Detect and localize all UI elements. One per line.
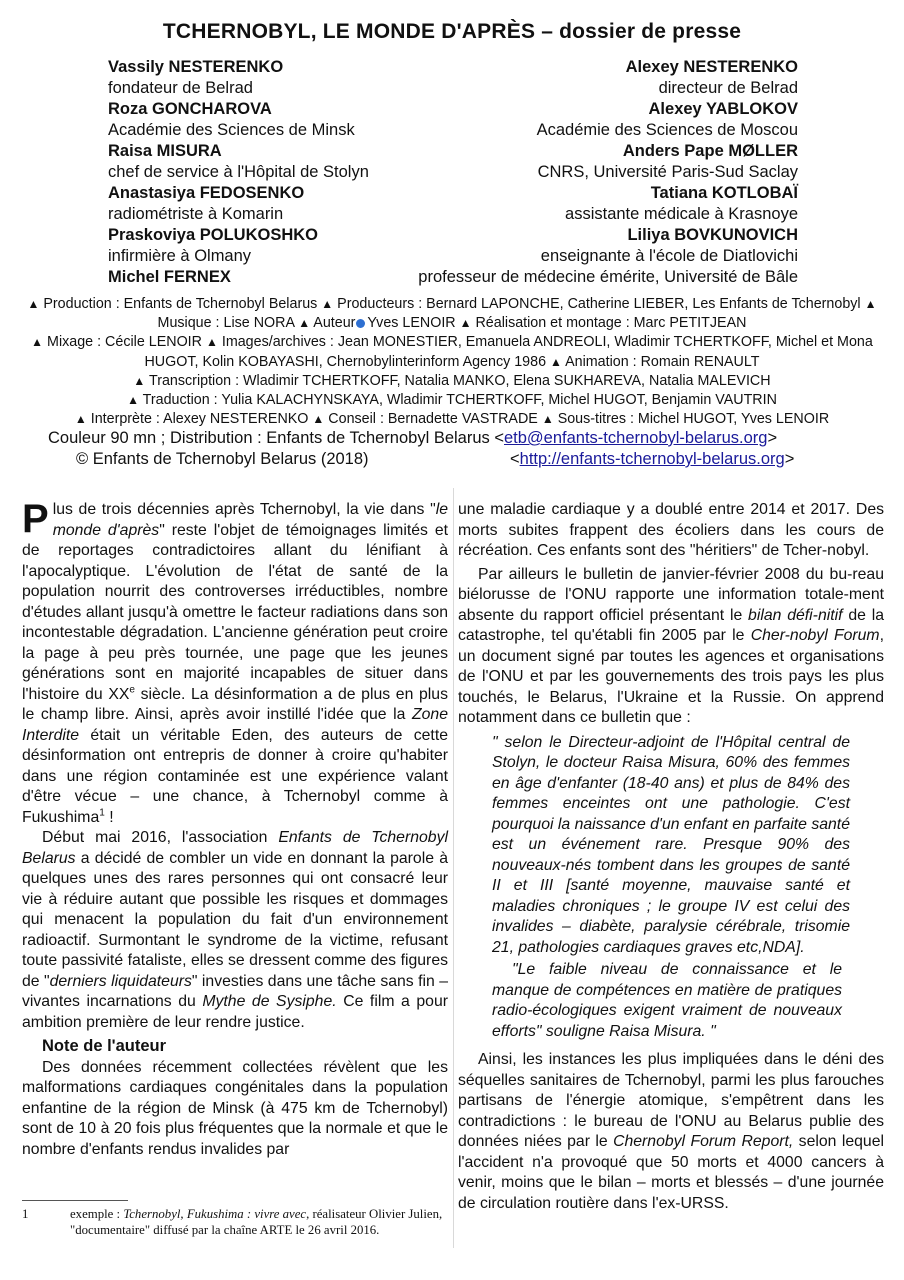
person-role: enseignante à l'école de Diatlovichi: [540, 247, 798, 265]
person-name: Raisa MISURA: [108, 142, 222, 160]
credit-transcription: Transcription : Wladimir TCHERTKOFF, Natalia MANKO, Elena SUKHAREVA, Natalia MALEVICH: [149, 372, 771, 389]
person-name: Roza GONCHAROVA: [108, 100, 272, 118]
triangle-icon: ▲: [541, 412, 554, 427]
blockquote: [492, 733, 850, 1043]
person-role: CNRS, Université Paris-Sud Saclay: [537, 163, 798, 181]
distribution-line: Couleur 90 mn ; Distribution : Enfants de Tchernobyl Belarus <etb@enfants-tchernobyl-belarus.org>: [48, 429, 778, 447]
credits-block: [20, 295, 884, 429]
footnote-number: 1: [22, 1207, 29, 1221]
triangle-icon: ▲: [205, 335, 218, 350]
paragraph-data: Des données récemment collectées révèlent que les malformations cardiaques congénitales dans la population enfantine de la région de Minsk (à 475 km de Tchernobyl) sont de 10 à 20 fois plus fréquentes que la normale et que le nombre d'enfants rendus invalides par: [22, 1058, 448, 1158]
email-link[interactable]: etb@enfants-tchernobyl-belarus.org: [504, 429, 768, 447]
credit-mixage: Mixage : Cécile LENOIR: [47, 334, 202, 351]
triangle-icon: ▲: [133, 373, 146, 388]
credit-interprete: Interprète : Alexey NESTERENKO: [90, 411, 309, 428]
person-role: infirmière à Olmany: [108, 247, 252, 265]
blue-dot-icon: [356, 319, 365, 328]
triangle-icon: ▲: [298, 316, 311, 331]
credit-images: Images/archives : Jean MONESTIER, Emanuela ANDREOLI, Wladimir TCHERTKOFF, Michel et Mona HUGOT, Kolin KOBAYASHI, Chernobylinterinform Agency 1986: [144, 334, 873, 370]
website-line: <http://enfants-tchernobyl-belarus.org>: [510, 450, 795, 468]
person-role: directeur de Belrad: [658, 79, 798, 97]
paragraph-conclusion: Ainsi, les instances les plus impliquées dans le déni des séquelles sanitaires de Tchernobyl, parmi les plus farouches partisans de l'énergie atomique, s'empêtrent dans les contradictions : le bureau de l'ONU au Belarus publie des données niées par le Chernobyl Forum Report, selon lequel l'accident n'a provoqué que 50 morts et 4000 cancers à venir, moins que le bilan – morts et blessés – d'une journée de circulation routière dans l'ex-URSS.: [458, 1051, 884, 1212]
person-role: professeur de médecine émérite, Université de Bâle: [418, 268, 798, 286]
person-role: Académie des Sciences de Minsk: [108, 121, 355, 139]
credit-auteur-label: Auteur: [313, 315, 356, 332]
person-role: fondateur de Belrad: [108, 79, 253, 97]
triangle-icon: ▲: [459, 316, 472, 331]
credit-production: Production : Enfants de Tchernobyl Belarus: [43, 296, 318, 312]
triangle-icon: ▲: [74, 412, 87, 427]
footnote: 1 exemple : Tchernobyl, Fukushima : vivre avec, réalisateur Olivier Julien, "documentaire" diffusé par la chaîne ARTE le 26 avril 2016.: [22, 1207, 443, 1237]
article-column-right: [458, 500, 884, 1214]
quote-paragraph: " selon le Directeur-adjoint de l'Hôpital central de Stolyn, le docteur Raisa Misura, 60% des femmes en âge d'enfanter (18-40 ans) et plus de 84% des femmes enceintes ont une pathologie. C'est pourquoi la naissance d'un enfant en parfaite santé est un événement rare. Presque 90% des nouveaux-nés tombent dans les groupes de santé II et III [santé moyenne, mauvaise santé et maladies chroniques ; le groupe IV est celui des invalides – diabète, paralysie cérébrale, trisomie 21, pathologies cardiaques graves etc,NDA].: [492, 733, 850, 956]
credit-soustitres: Sous-titres : Michel HUGOT, Yves LENOIR: [557, 411, 830, 428]
person-name: Anastasiya FEDOSENKO: [108, 184, 305, 202]
section-heading: Note de l'auteur: [42, 1037, 167, 1055]
copyright: © Enfants de Tchernobyl Belarus (2018): [76, 450, 369, 468]
footnote-rule: [22, 1200, 128, 1201]
paragraph-intro: Plus de trois décennies après Tchernobyl, la vie dans "le monde d'après" reste l'objet de témoignages limités et de reportages contradictoires allant du lénifiant à l'apocalyptique. L'évolution de l'état de santé de la population nourrit des controverses irréductibles, nombre d'études allant jusqu'à omettre le facteur radiations dans son incontestable dégradation. L'ancienne génération peut croire la page à peu près tournée, une page que les jeunes générations sont en majorité incapables de situer dans l'histoire du XXe siècle. La désinformation a de plus en plus le champ libre. Ainsi, après avoir instillé l'idée que la Zone Interdite était un véritable Eden, des auteurs de cette désinformation ont entrepris de donner à croire qu'habiter dans une région contaminée est une expérience valant d'être vécue – une chance, à Tchernobyl comme à Fukushima$^1$ !: [22, 497, 448, 826]
footnote-ref: 1: [99, 807, 105, 819]
paragraph-association: Début mai 2016, l'association Enfants de Tchernobyl Belarus a décidé de combler un vide en donnant la parole à quelques unes des rares personnes qui ont consacré leur vie à réduire autant que possible les risques et dommages qui menacent la population du fait d'un environnement radioactif. Surmontant le syndrome de la victime, refusant toute passivité fataliste, elles se dressent comme des figures de "derniers liquidateurs" investies dans une tâche sans fin – vivantes incarnations du Mythe de Sysiphe. Ce film a pour ambition première de leur rendre justice.: [22, 829, 448, 1031]
credit-animation: Animation : Romain RENAULT: [565, 353, 760, 370]
credit-producteurs: Producteurs : Bernard LAPONCHE, Catherine LIEBER, Les Enfants de Tchernobyl: [337, 296, 861, 312]
article-column-left: [22, 497, 448, 1160]
triangle-icon: ▲: [31, 335, 44, 350]
paragraph-onu: Par ailleurs le bulletin de janvier-février 2008 du bu-reau biélorusse de l'ONU rapporte une information totale-ment absente du rapport officiel présentant le bilan défi-nitif de la catastrophe, tel qu'établi fin 2005 par le Cher-nobyl Forum, un document signé par toutes les agences et organisations de l'ONU et par les gouvernements des trois pays les plus touchés, le Belarus, l'Ukraine et la Russie. On apprend notamment dans ce bulletin que :: [458, 565, 884, 726]
person-name: Tatiana KOTLOBAÏ: [650, 184, 798, 202]
drop-cap: P: [22, 497, 49, 541]
triangle-icon: ▲: [127, 393, 139, 408]
person-name: Alexey YABLOKOV: [648, 100, 798, 118]
person-role: chef de service à l'Hôpital de Stolyn: [108, 163, 369, 181]
credit-auteur: Yves LENOIR: [367, 315, 456, 332]
person-name: Anders Pape MØLLER: [622, 142, 798, 160]
triangle-icon: ▲: [321, 297, 334, 311]
person-name: Liliya BOVKUNOVICH: [627, 226, 798, 244]
triangle-icon: ▲: [550, 354, 562, 369]
person-name: Michel FERNEX: [108, 268, 231, 286]
triangle-icon: ▲: [864, 297, 877, 311]
website-link[interactable]: http://enfants-tchernobyl-belarus.org: [519, 450, 785, 468]
person-role: assistante médicale à Krasnoye: [565, 205, 798, 223]
page-title: TCHERNOBYL, LE MONDE D'APRÈS – dossier de presse: [162, 20, 742, 43]
person-name: Vassily NESTERENKO: [108, 58, 284, 76]
person-role: Académie des Sciences de Moscou: [536, 121, 798, 139]
distribution-text: Couleur 90 mn ; Distribution : Enfants de Tchernobyl Belarus: [48, 429, 495, 447]
credit-realisation: Réalisation et montage : Marc PETITJEAN: [475, 315, 747, 332]
credit-conseil: Conseil : Bernadette VASTRADE: [328, 411, 538, 428]
person-role: radiométriste à Komarin: [108, 205, 284, 223]
person-name: Alexey NESTERENKO: [625, 58, 798, 76]
triangle-icon: ▲: [312, 412, 325, 427]
person-name: Praskoviya POLUKOSHKO: [108, 226, 318, 244]
credit-traduction: Traduction : Yulia KALACHYNSKAYA, Wladimir TCHERTKOFF, Michel HUGOT, Benjamin VAUTRIN: [142, 392, 777, 409]
triangle-icon: ▲: [27, 297, 40, 311]
quote-paragraph: "Le faible niveau de connaissance et le manque de compétences en matière de pratiques radio-écologiques exigent vraiment de nouveaux efforts" souligne Raisa Misura. ": [492, 961, 842, 1040]
paragraph-data-continued: une maladie cardiaque y a doublé entre 2014 et 2017. Des morts subites frappent des écoliers dans les cours de récréation. Ces enfants sont des "héritiers" de Tcher-nobyl.: [458, 501, 884, 559]
column-divider: [453, 488, 454, 1248]
credit-musique: Musique : Lise NORA: [157, 315, 295, 332]
